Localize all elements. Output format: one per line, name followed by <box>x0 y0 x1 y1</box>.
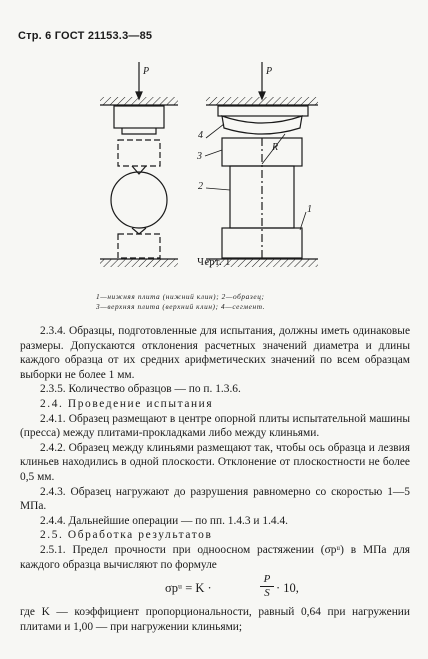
test-setup-diagram <box>0 52 428 272</box>
callout-1: 1 <box>307 204 312 215</box>
lower-wedge-left <box>118 234 160 258</box>
callout-4: 4 <box>198 130 203 141</box>
para-coefficient: где K — коэффициент пропорциональности, равный 0,64 при нагружении плитами и 1,00 — при нагружении клиньями; <box>20 606 410 633</box>
upper-wedge-left <box>118 140 160 166</box>
heading-2-4: 2.4. Проведение испытания <box>40 397 214 410</box>
callout-2: 2 <box>198 181 203 192</box>
para-2-4-1: 2.4.1. Образец размещают в центре опорной плиты испытательной машины (пресса) между плитами-прокладками либо между клиньями. <box>20 412 410 440</box>
legend-line-2: 3—верхняя плита (верхний клин); 4—сегмент. <box>96 302 266 311</box>
body-text <box>20 324 410 634</box>
heading-2-5: 2.5. Обработка результатов <box>40 529 213 542</box>
para-2-3-5: 2.3.5. Количество образцов — по п. 1.3.6. <box>40 383 241 396</box>
figure-legend <box>96 292 414 312</box>
figure-caption: Черт. 1 <box>197 257 231 268</box>
top-hatch-right <box>206 97 318 105</box>
para-2-4-3: 2.4.3. Образец нагружают до разрушения равномерно со скоростью 1—5 МПа. <box>20 485 410 513</box>
formula-fraction <box>260 573 274 600</box>
page-header: Стр. 6 ГОСТ 21153.3—85 <box>18 30 153 42</box>
formula-denominator: S <box>264 587 270 600</box>
load-label-left: P <box>143 66 150 77</box>
para-2-4-4: 2.4.4. Дальнейшие операции — по пп. 1.4.3 и 1.4.4. <box>40 514 288 527</box>
formula-lhs: σpᵘ = K · <box>165 581 212 596</box>
sample-left <box>111 172 167 228</box>
upper-plate-left <box>114 106 164 128</box>
formula <box>20 575 410 601</box>
para-2-4-2: 2.4.2. Образец между клиньями размещают так, чтобы ось образца и лезвия клиньев находились в одной плоскости. Отклонение от плоскостности не более 0,5 мм. <box>20 441 410 483</box>
legend-line-1: 1—нижняя плита (нижний клин); 2—образец; <box>96 292 265 301</box>
load-label-right: P <box>266 66 273 77</box>
segment-right <box>222 116 302 134</box>
top-plate-right <box>218 106 308 116</box>
para-2-5-1: 2.5.1. Предел прочности при одноосном растяжении (σpᵘ) в МПа для каждого образца вычисляют по формуле <box>20 543 410 571</box>
formula-rhs: · 10, <box>276 581 299 596</box>
formula-numerator: P <box>260 573 274 587</box>
top-hatch-left <box>100 97 178 105</box>
callout-3: 3 <box>197 151 202 162</box>
radius-label: R <box>272 142 279 153</box>
figure-drawing <box>0 52 428 272</box>
para-2-3-4: 2.3.4. Образцы, подготовленные для испытания, должны иметь одинаковые размеры. Допускаются отклонения расчетных значений диаметра и длины каждого образца от их средних арифметических значений по всем образцам выборки не более 1 мм. <box>20 325 410 381</box>
